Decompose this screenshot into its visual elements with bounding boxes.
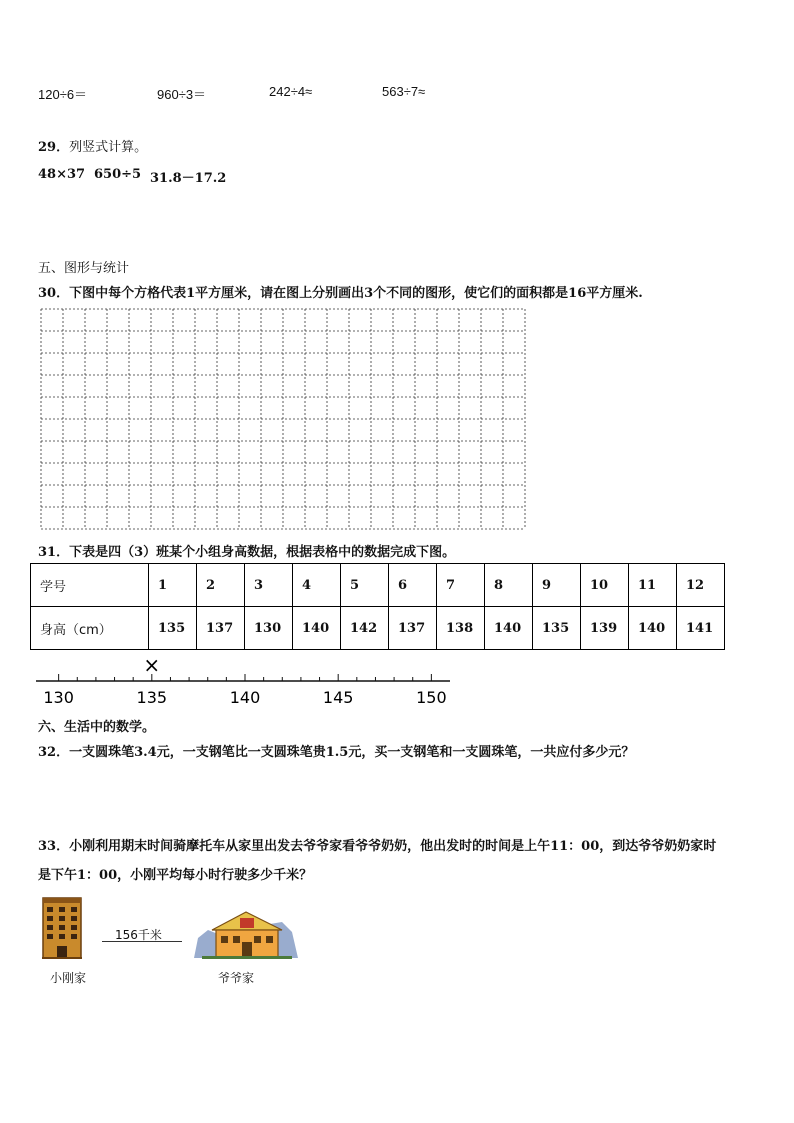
table-cell-id: 7 <box>437 564 485 607</box>
table-header-id: 学号 <box>31 564 149 607</box>
table-cell-height: 142 <box>341 607 389 650</box>
table-cell-height: 140 <box>293 607 341 650</box>
q29-number: 29． <box>38 140 70 155</box>
table-cell-height: 140 <box>485 607 533 650</box>
section-5-title: 五、图形与统计 <box>38 261 130 276</box>
table-cell-id: 10 <box>581 564 629 607</box>
q31-text: 31．下表是四（3）班某个小组身高数据，根据表格中的数据完成下图。 <box>38 545 456 560</box>
road-line <box>102 941 182 942</box>
table-cell-id: 5 <box>341 564 389 607</box>
table-header-height: 身高（cm） <box>31 607 149 650</box>
q30-text: 30．下图中每个方格代表1平方厘米，请在图上分别画出3个不同的图形，使它们的面积都是16平方厘米. <box>38 286 643 301</box>
table-cell-height: 135 <box>533 607 581 650</box>
table-cell-id: 12 <box>677 564 725 607</box>
q33-text-line2: 是下午1：00，小刚平均每小时行驶多少千米？ <box>38 868 313 883</box>
section-6-title: 六、生活中的数学。 <box>38 720 156 735</box>
home-label: 小刚家 <box>50 971 87 985</box>
q29-title: 列竖式计算。 <box>69 140 148 155</box>
calc-4: 563÷7≈ <box>382 84 426 99</box>
number-line-label: 135 <box>136 688 168 707</box>
q29-item-3: 31.8－17.2 <box>150 171 227 186</box>
grandpa-home-label: 爷爷家 <box>218 971 255 985</box>
q29-item-1: 48×37 <box>38 167 86 182</box>
table-row-ids <box>31 564 725 607</box>
table-cell-height: 141 <box>677 607 725 650</box>
table-cell-id: 8 <box>485 564 533 607</box>
number-line-labels <box>43 688 446 707</box>
number-line-label: 130 <box>43 688 74 707</box>
table-cell-height: 139 <box>581 607 629 650</box>
distance-label: 156千米 <box>115 928 162 942</box>
table-cell-id: 3 <box>245 564 293 607</box>
table-cell-id: 9 <box>533 564 581 607</box>
calc-2: 960÷3＝ <box>157 87 207 102</box>
number-line-label: 140 <box>229 688 261 707</box>
cross-mark: × <box>143 655 161 677</box>
table-cell-id: 1 <box>149 564 197 607</box>
table-cell-id: 4 <box>293 564 341 607</box>
square-grid[interactable] <box>40 308 528 532</box>
table-cell-id: 6 <box>389 564 437 607</box>
apartment-building-icon <box>42 896 82 960</box>
table-cell-height: 137 <box>389 607 437 650</box>
number-line-label: 145 <box>322 688 354 707</box>
table-cell-height: 135 <box>149 607 197 650</box>
table-cell-height: 138 <box>437 607 485 650</box>
q29-heading <box>38 136 147 155</box>
q29-item-2: 650÷5 <box>94 167 142 182</box>
number-line-label: 150 <box>416 688 447 707</box>
grandpa-house-icon <box>192 908 300 960</box>
q33-text-line1: 33．小刚利用期末时间骑摩托车从家里出发去爷爷家看爷爷奶奶，他出发时的时间是上午11：00，到达爷爷奶奶家时 <box>38 839 717 854</box>
table-cell-id: 11 <box>629 564 677 607</box>
table-row-heights <box>31 607 725 650</box>
number-line-ticks <box>59 674 432 681</box>
q32-text: 32．一支圆珠笔3.4元，一支钢笔比一支圆珠笔贵1.5元，买一支钢笔和一支圆珠笔，一共应付多少元？ <box>38 745 635 760</box>
height-number-line[interactable] <box>36 655 456 707</box>
calc-1: 120÷6＝ <box>38 87 88 102</box>
table-cell-height: 137 <box>197 607 245 650</box>
table-cell-id: 2 <box>197 564 245 607</box>
table-cell-height: 140 <box>629 607 677 650</box>
calc-3: 242÷4≈ <box>269 84 313 99</box>
table-cell-height: 130 <box>245 607 293 650</box>
height-table <box>30 563 725 650</box>
